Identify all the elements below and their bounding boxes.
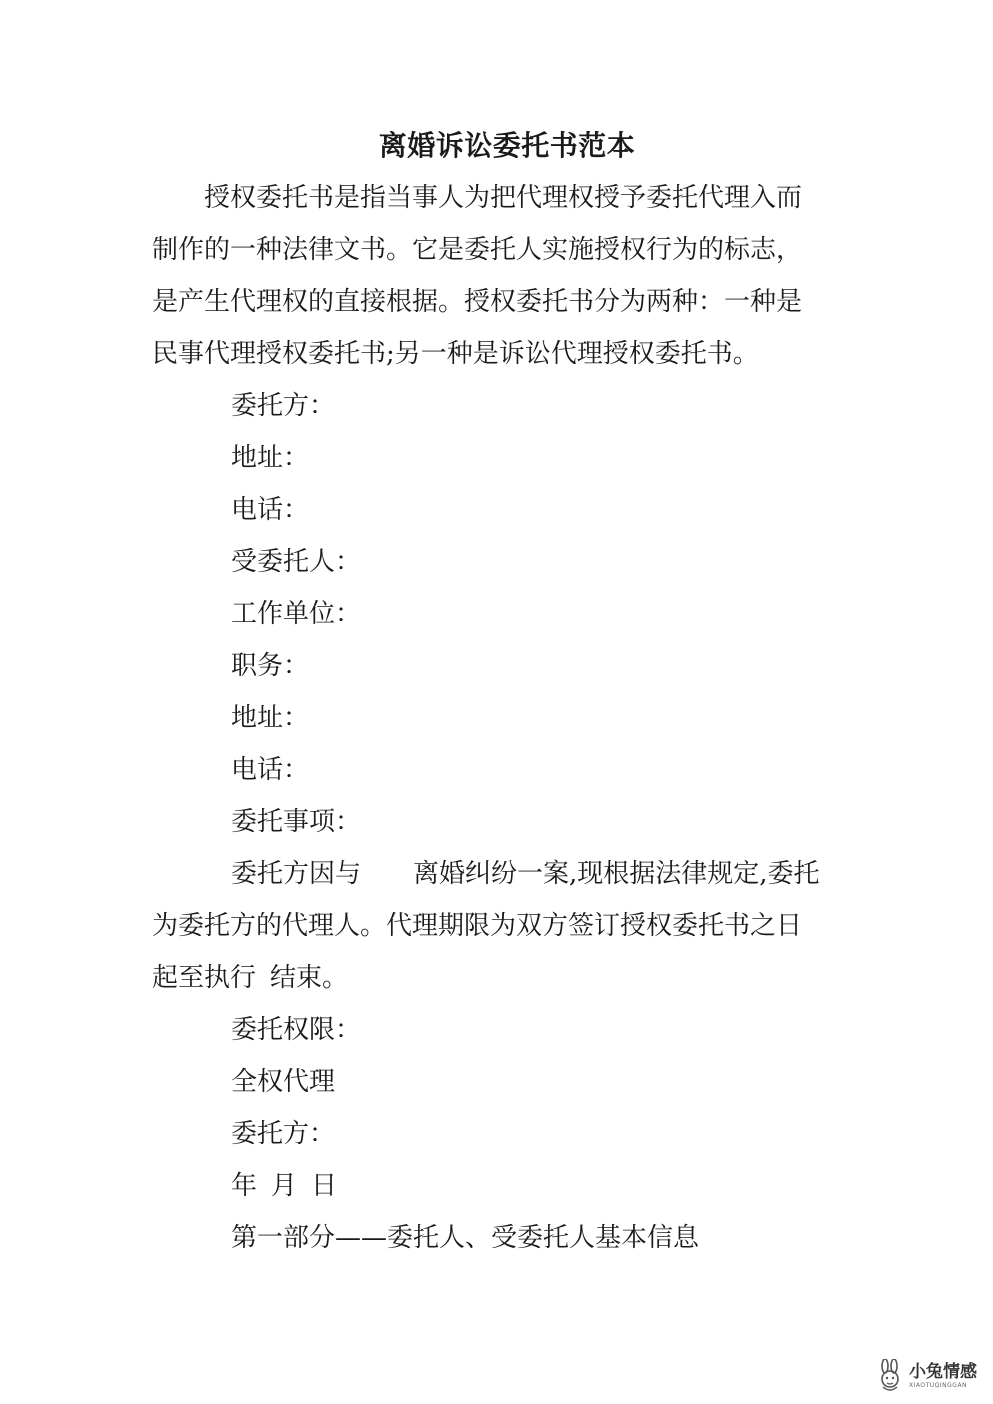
matters-line-3-start: 起至执行: [152, 963, 257, 993]
intro-line-3: 是产生代理权的直接根据。授权委托书分为两种：一种是: [152, 287, 803, 317]
field-address-1: 地址：: [231, 443, 310, 473]
intro-line-2: 制作的一种法律文书。它是委托人实施授权行为的标志，: [152, 235, 803, 265]
field-matters: 委托事项：: [231, 807, 362, 837]
rabbit-logo-icon: [875, 1359, 905, 1393]
date-day: 日: [311, 1171, 338, 1201]
field-agent: 受委托人：: [231, 547, 362, 577]
watermark-pinyin: XIAOTUQINGGAN: [909, 1382, 968, 1389]
document-title: 离婚诉讼委托书范本: [378, 129, 636, 162]
matters-line-1-end: 离婚纠纷一案,现根据法律规定,委托: [413, 859, 820, 889]
watermark: [875, 1356, 983, 1396]
field-phone-1: 电话：: [231, 495, 310, 525]
matters-line-2: 为委托方的代理人。代理期限为双方签订授权委托书之日: [152, 911, 803, 941]
intro-line-4: 民事代理授权委托书;另一种是诉讼代理授权委托书。: [152, 339, 759, 369]
date-year: 年: [231, 1171, 258, 1201]
watermark-name: 小兔情感: [909, 1362, 977, 1382]
signature-label: 委托方：: [231, 1119, 336, 1149]
field-workplace: 工作单位：: [231, 599, 362, 629]
matters-line-1-start: 委托方因与: [231, 859, 362, 889]
field-address-2: 地址：: [231, 703, 310, 733]
field-position: 职务：: [231, 651, 310, 681]
intro-line-1: 授权委托书是指当事人为把代理权授予委托代理入而: [204, 183, 803, 213]
field-principal: 委托方：: [231, 391, 336, 421]
authority-value: 全权代理: [231, 1067, 336, 1097]
date-line: [231, 1166, 337, 1206]
section-heading: 第一部分——委托人、受委托人基本信息: [231, 1223, 700, 1253]
matters-line-1: [231, 854, 820, 894]
authority-label: 委托权限：: [231, 1015, 362, 1045]
matters-line-3: [152, 958, 348, 998]
field-phone-2: 电话：: [231, 755, 310, 785]
matters-line-3-end: 结束。: [270, 963, 349, 993]
date-month: 月: [271, 1171, 298, 1201]
